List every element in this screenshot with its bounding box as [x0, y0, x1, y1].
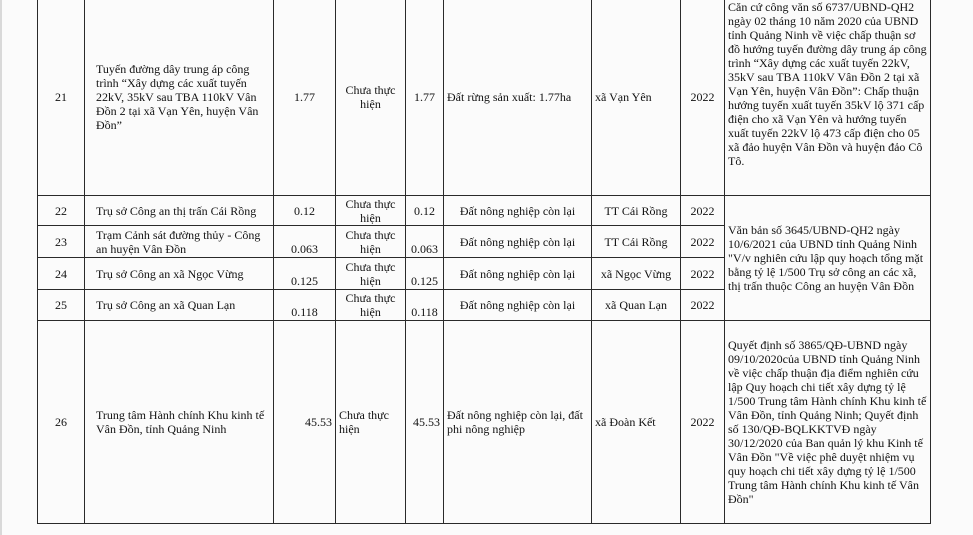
area-cell: 0.118: [274, 290, 336, 321]
area-cell: 0.125: [274, 258, 336, 290]
land-type-cell: Đất nông nghiệp còn lại: [444, 226, 592, 258]
project-name: Trụ sở Công an xã Ngọc Vừng: [85, 258, 274, 290]
location-cell: xã Vạn Yên: [592, 0, 681, 196]
area-used-cell: 0.12: [406, 196, 444, 226]
row-number: 26: [38, 321, 85, 524]
status-cell: Chưa thực hiện: [336, 196, 406, 226]
land-type-cell: Đất nông nghiệp còn lại: [444, 196, 592, 226]
land-type-cell: Đất nông nghiệp còn lại: [444, 290, 592, 321]
area-cell: 45.53: [274, 321, 336, 524]
area-cell: 0.063: [274, 226, 336, 258]
year-cell: 2022: [681, 226, 725, 258]
row-number: 24: [38, 258, 85, 290]
area-used-cell: 0.118: [406, 290, 444, 321]
area-used-cell: 1.77: [406, 0, 444, 196]
scan-edge: [0, 0, 2, 535]
location-cell: TT Cái Rồng: [592, 226, 681, 258]
project-name: Tuyến đường dây trung áp công trình “Xây dựng các xuất tuyến 22kV, 35kV sau TBA 110kV Vân Đồn 2 tại xã Vạn Yên, huyện Vân Đồn”: [85, 0, 274, 196]
status-cell: Chưa thực hiện: [336, 321, 406, 524]
legal-basis-cell: Căn cứ công văn số 6737/UBND-QH2 ngày 02 tháng 10 năm 2020 của UBND tỉnh Quảng Ninh về việc chấp thuận sơ đồ hướng tuyến đường dây trung áp công trình “Xây dựng các xuất tuyến 22kV, 35kV sau TBA 110kV Vân Đồn 2 tại xã Vạn Yên, huyện Vân Đồn”: Chấp thuận hướng tuyến xuất tuyến 35kV lộ 371 cấp điện cho xã Vạn Yên và hướng tuyến xuất tuyến 22kV lộ 473 cấp điện cho 05 xã đảo huyện Vân Đồn và huyện đảo Cô Tô.: [725, 0, 931, 196]
land-type-cell: Đất nông nghiệp còn lại, đất phi nông nghiệp: [444, 321, 592, 524]
project-name: Trung tâm Hành chính Khu kinh tế Vân Đồn, tỉnh Quảng Ninh: [85, 321, 274, 524]
area-cell: 0.12: [274, 196, 336, 226]
land-use-table: [37, 0, 931, 524]
table-row-26: [38, 321, 931, 524]
location-cell: xã Quan Lạn: [592, 290, 681, 321]
location-cell: xã Đoàn Kết: [592, 321, 681, 524]
area-used-cell: 45.53: [406, 321, 444, 524]
legal-basis-cell: Quyết định số 3865/QĐ-UBND ngày 09/10/2020của UBND tỉnh Quảng Ninh về việc chấp thuận địa điểm nghiên cứu lập Quy hoạch chi tiết xây dựng tỷ lệ 1/500 Trung tâm Hành chính Khu kinh tế Vân Đồn, tỉnh Quảng Ninh; Quyết định số 130/QĐ-BQLKKTVĐ ngày 30/12/2020 của Ban quản lý khu Kinh tế Vân Đồn "Về việc phê duyệt nhiệm vụ quy hoạch chi tiết xây dựng tỷ lệ 1/500 Trung tâm Hành chính Khu kinh tế Vân Đồn": [725, 321, 931, 524]
area-cell: 1.77: [274, 0, 336, 196]
year-cell: 2022: [681, 290, 725, 321]
project-name: Trụ sở Công an xã Quan Lạn: [85, 290, 274, 321]
row-number: 22: [38, 196, 85, 226]
location-cell: TT Cái Rồng: [592, 196, 681, 226]
row-number: 25: [38, 290, 85, 321]
table-row-22: [38, 196, 931, 226]
legal-basis-cell-merged: Văn bản số 3645/UBND-QH2 ngày 10/6/2021 của UBND tỉnh Quảng Ninh "V/v nghiên cứu lập quy hoạch tổng mặt bằng tỷ lệ 1/500 Trụ sở công an các xã, thị trấn thuộc Công an huyện Vân Đồn: [725, 196, 931, 321]
land-type-cell: Đất rừng sản xuất: 1.77ha: [444, 0, 592, 196]
area-used-cell: 0.063: [406, 226, 444, 258]
year-cell: 2022: [681, 0, 725, 196]
project-name: Trụ sở Công an thị trấn Cái Rồng: [85, 196, 274, 226]
row-number: 21: [38, 0, 85, 196]
status-cell: Chưa thực hiện: [336, 290, 406, 321]
year-cell: 2022: [681, 321, 725, 524]
area-used-cell: 0.125: [406, 258, 444, 290]
location-cell: xã Ngọc Vừng: [592, 258, 681, 290]
status-cell: Chưa thực hiện: [336, 258, 406, 290]
year-cell: 2022: [681, 258, 725, 290]
status-cell: Chưa thực hiện: [336, 0, 406, 196]
table-row-21: [38, 0, 931, 196]
year-cell: 2022: [681, 196, 725, 226]
status-cell: Chưa thực hiện: [336, 226, 406, 258]
project-name: Trạm Cảnh sát đường thủy - Công an huyện Vân Đồn: [85, 226, 274, 258]
row-number: 23: [38, 226, 85, 258]
land-type-cell: Đất nông nghiệp còn lại: [444, 258, 592, 290]
